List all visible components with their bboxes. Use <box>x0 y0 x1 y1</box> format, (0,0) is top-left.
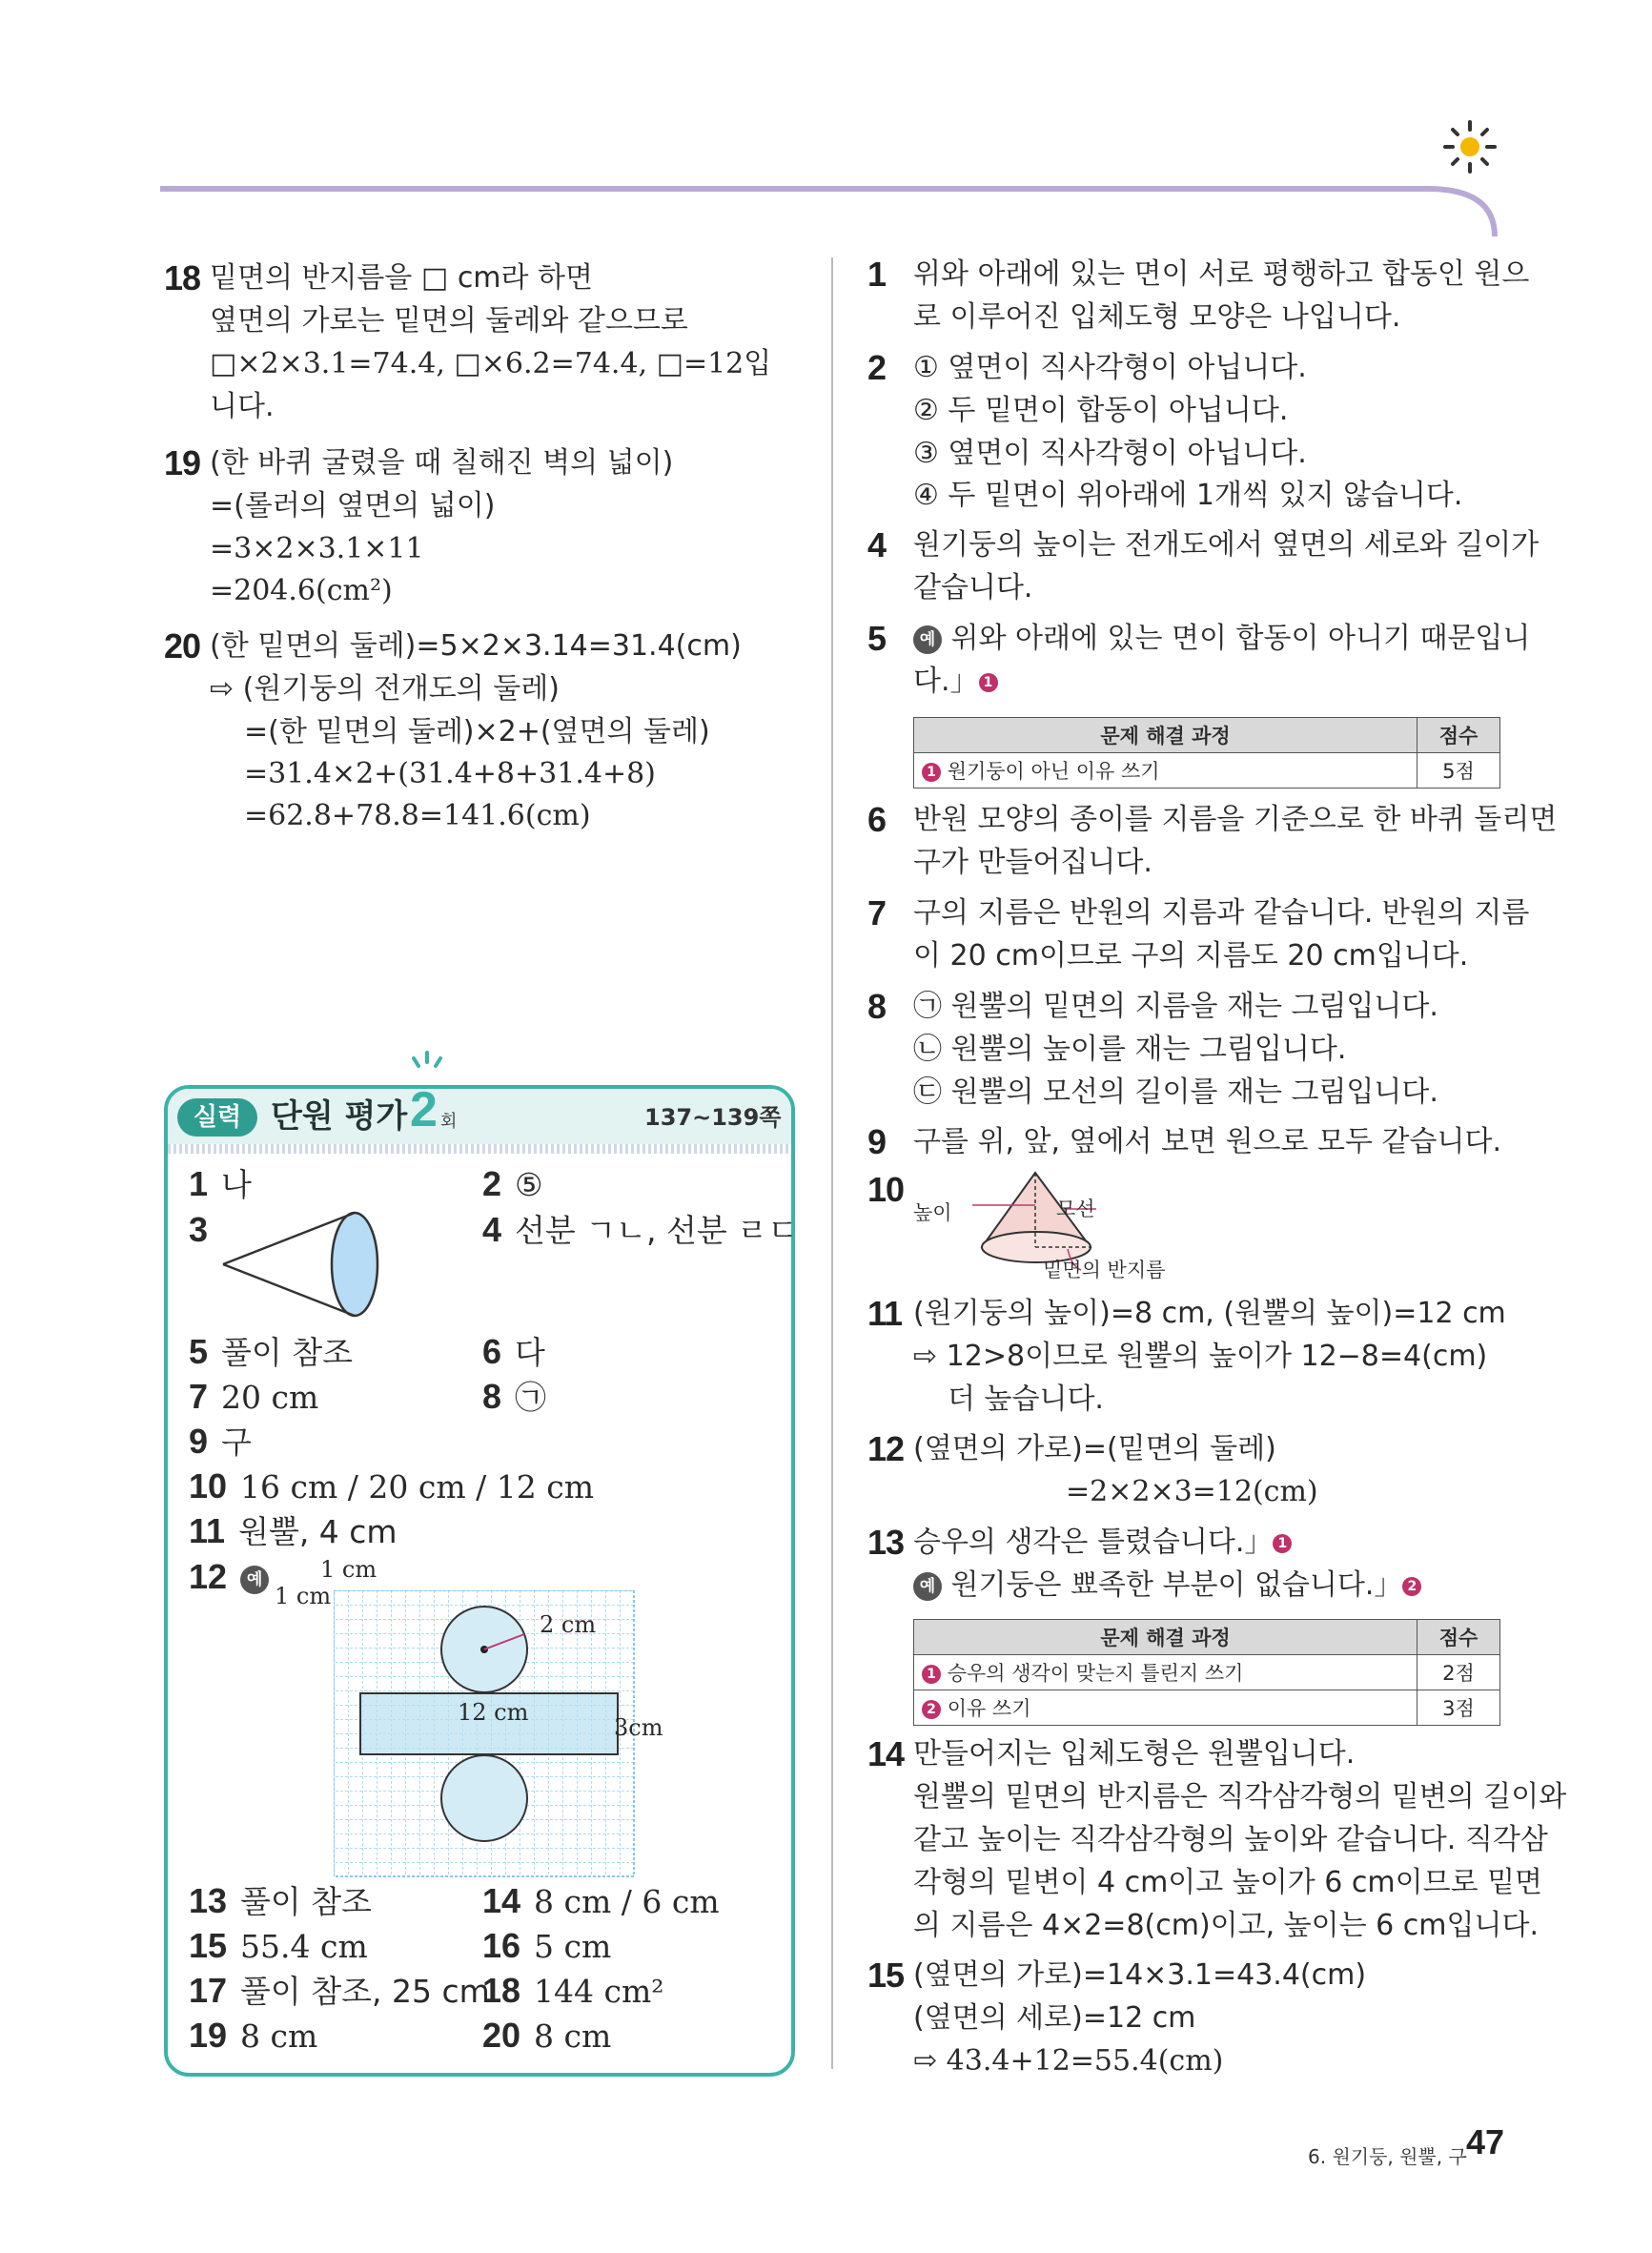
q-line: 승우의 생각은 틀렸습니다.」 1 <box>913 1522 1292 1564</box>
q-line: 같고 높이는 직각삼각형의 높이와 같습니다. 직각삼 <box>913 1823 1548 1856</box>
q-line: (옆면의 세로)=12 cm <box>913 2001 1196 2035</box>
grid-label-width: 12 cm <box>458 1699 529 1726</box>
q-line: (원기둥의 높이)=8 cm, (원뿔의 높이)=12 cm <box>913 1297 1506 1330</box>
label-height: 높이 <box>913 1201 952 1224</box>
q-number: 4 <box>867 525 887 564</box>
q-line: =(롤러의 옆면의 넓이) <box>210 489 496 522</box>
q-line: 밑면의 반지름을 □ cm라 하면 <box>210 261 594 295</box>
q-number: 14 <box>867 1734 905 1773</box>
q-line: ㉢ 원뿔의 모선의 길이를 재는 그림입니다. <box>913 1075 1438 1109</box>
q-line: =(한 밑면의 둘레)×2+(옆면의 둘레) <box>244 715 710 748</box>
round-suffix: 회 <box>440 1112 458 1132</box>
spark-icon <box>408 1049 446 1077</box>
answer-5: 5 풀이 참조 <box>189 1332 354 1371</box>
q-line: 구가 만들어집니다. <box>913 846 1152 879</box>
q-number: 9 <box>867 1122 887 1161</box>
score-table-q5 <box>913 717 1500 789</box>
q-number: 8 <box>867 987 887 1026</box>
q-number: 7 <box>867 893 887 932</box>
q-line: ⇨ 12>8이므로 원뿔의 높이가 12−8=4(cm) <box>913 1340 1488 1373</box>
q-number: 1 <box>867 255 887 294</box>
q-line: (한 밑면의 둘레)=5×2×3.14=31.4(cm) <box>210 629 742 663</box>
answer-1: 1 나 <box>189 1164 252 1203</box>
q-number: 18 <box>164 258 201 297</box>
q-number: 20 <box>164 626 201 666</box>
q-line: 만들어지는 입체도형은 원뿔입니다. <box>913 1737 1356 1771</box>
answer-8: 8 ㉠ <box>482 1377 547 1416</box>
answer-11: 11 원뿔, 4 cm <box>189 1511 398 1550</box>
answer-18: 18 144 cm² <box>482 1971 664 2010</box>
q-line: 의 지름은 4×2=8(cm)이고, 높이는 6 cm입니다. <box>913 1909 1539 1942</box>
answer-14: 14 8 cm / 6 cm <box>482 1881 720 1920</box>
q-number: 6 <box>867 800 887 839</box>
footer-chapter: 6. 원기둥, 원뿔, 구 <box>1308 2145 1467 2168</box>
q-line: (옆면의 가로)=(밑면의 둘레) <box>913 1432 1276 1465</box>
q-line: ⇨ 43.4+12=55.4(cm) <box>913 2044 1224 2078</box>
answer-19: 19 8 cm <box>189 2016 318 2055</box>
q-line: =31.4×2+(31.4+8+31.4+8) <box>244 757 656 790</box>
q-line: 원기둥의 높이는 전개도에서 옆면의 세로와 길이가 <box>913 528 1540 562</box>
q-number: 2 <box>867 348 887 387</box>
q-line: 옆면의 가로는 밑면의 둘레와 같으므로 <box>210 304 688 338</box>
q-line: □×2×3.1=74.4, □×6.2=74.4, □=12입 <box>210 347 772 380</box>
answer-17: 17 풀이 참조, 25 cm <box>189 1971 490 2010</box>
q-line: 원뿔의 밑면의 반지름은 직각삼각형의 밑변의 길이와 <box>913 1780 1567 1813</box>
q-number: 5 <box>867 619 887 658</box>
grid-label-unit-top: 1 cm <box>320 1556 377 1583</box>
q-line: 로 이루어진 입체도형 모양은 나입니다. <box>913 300 1401 334</box>
answer-15: 15 55.4 cm <box>189 1926 368 1965</box>
grid-label-height: 3cm <box>614 1714 663 1741</box>
q-line: 구를 위, 앞, 옆에서 보면 원으로 모두 같습니다. <box>913 1125 1502 1158</box>
q-line: =3×2×3.1×11 <box>210 532 424 565</box>
q-line: (한 바퀴 굴렸을 때 칠해진 벽의 넓이) <box>210 446 674 480</box>
q-line: 같습니다. <box>913 571 1033 604</box>
q-line: 반원 모양의 종이를 지름을 기준으로 한 바퀴 돌리면 <box>913 803 1558 836</box>
answer-20: 20 8 cm <box>482 2016 612 2055</box>
table-row: 1 승우의 생각이 맞는지 틀린지 쓰기 2점 <box>914 1655 1500 1690</box>
answer-6: 6 다 <box>482 1332 545 1371</box>
sun-icon <box>1441 118 1499 175</box>
q-line: 위와 아래에 있는 면이 서로 평행하고 합동인 원으 <box>913 257 1530 291</box>
q-line: ㉡ 원뿔의 높이를 재는 그림입니다. <box>913 1033 1347 1066</box>
evaluation-title: 단원 평가 <box>271 1097 408 1136</box>
answer-2: 2 ⑤ <box>482 1164 543 1203</box>
page-range: 137~139쪽 <box>644 1104 782 1131</box>
answer-3: 3 <box>189 1210 209 1249</box>
answer-9: 9 구 <box>189 1422 252 1461</box>
q-number: 10 <box>867 1170 905 1209</box>
score-table-q13 <box>913 1619 1500 1726</box>
q-line: 니다. <box>210 390 275 423</box>
round-number: 2 <box>410 1082 438 1137</box>
table-header: 점수 <box>1417 1620 1500 1655</box>
answer-12: 12 예 <box>189 1556 269 1599</box>
q-number: 13 <box>867 1523 905 1562</box>
q-line: =204.6(cm²) <box>210 574 393 607</box>
header-hatch <box>168 1144 791 1154</box>
column-divider <box>831 257 833 2069</box>
answer-10: 10 16 cm / 20 cm / 12 cm <box>189 1466 595 1505</box>
header-line <box>160 124 1504 238</box>
q-number: 15 <box>867 1956 905 1995</box>
q-line: 더 높습니다. <box>948 1383 1104 1416</box>
q-line: (옆면의 가로)=14×3.1=43.4(cm) <box>913 1958 1367 1992</box>
page-number: 47 <box>1466 2122 1505 2161</box>
label-slant: 모선 <box>1056 1198 1095 1220</box>
grid-label-unit-left: 1 cm <box>275 1583 332 1609</box>
q-line: =62.8+78.8=141.6(cm) <box>244 799 591 832</box>
q-line: 예 위와 아래에 있는 면이 합동이 아니기 때문입니 <box>913 618 1530 660</box>
q-line: ③ 옆면이 직사각형이 아닙니다. <box>913 437 1307 470</box>
q-line: =2×2×3=12(cm) <box>1066 1475 1318 1508</box>
q-line: ① 옆면이 직사각형이 아닙니다. <box>913 351 1307 384</box>
q-line: ㉠ 원뿔의 밑면의 지름을 재는 그림입니다. <box>913 990 1438 1023</box>
q-number: 12 <box>867 1429 905 1468</box>
q-line: 다.」 1 <box>913 661 998 703</box>
q-line: 구의 지름은 반원의 지름과 같습니다. 반원의 지름 <box>913 896 1530 930</box>
table-row: 1 원기둥이 아닌 이유 쓰기 5점 <box>914 753 1500 789</box>
q-line: ⇨ (원기둥의 전개도의 둘레) <box>210 672 560 706</box>
answer-7: 7 20 cm <box>189 1377 319 1416</box>
q-number: 19 <box>164 443 201 482</box>
q-line: 예 원기둥은 뾰족한 부분이 없습니다.」 2 <box>913 1565 1421 1607</box>
q-line: 각형의 밑변이 4 cm이고 높이가 6 cm이므로 밑면 <box>913 1866 1543 1899</box>
answer-4: 4 선분 ㄱㄴ, 선분 ㄹㄷ <box>482 1210 799 1249</box>
answer-16: 16 5 cm <box>482 1926 612 1965</box>
table-header: 문제 해결 과정 <box>914 1620 1417 1655</box>
q-line: ② 두 밑면이 합동이 아닙니다. <box>913 394 1289 427</box>
level-badge: 실력 <box>177 1098 257 1137</box>
answer-13: 13 풀이 참조 <box>189 1881 373 1920</box>
label-radius: 밑면의 반지름 <box>1043 1259 1166 1281</box>
table-header: 점수 <box>1417 718 1500 753</box>
cone-figure <box>219 1209 391 1323</box>
q-line: ④ 두 밑면이 위아래에 1개씩 있지 않습니다. <box>913 479 1463 512</box>
table-header: 문제 해결 과정 <box>914 718 1417 753</box>
table-row: 2 이유 쓰기 3점 <box>914 1690 1500 1726</box>
q-number: 11 <box>867 1294 903 1333</box>
grid-label-radius: 2 cm <box>540 1611 597 1638</box>
q-line: 이 20 cm이므로 구의 지름도 20 cm입니다. <box>913 939 1469 973</box>
